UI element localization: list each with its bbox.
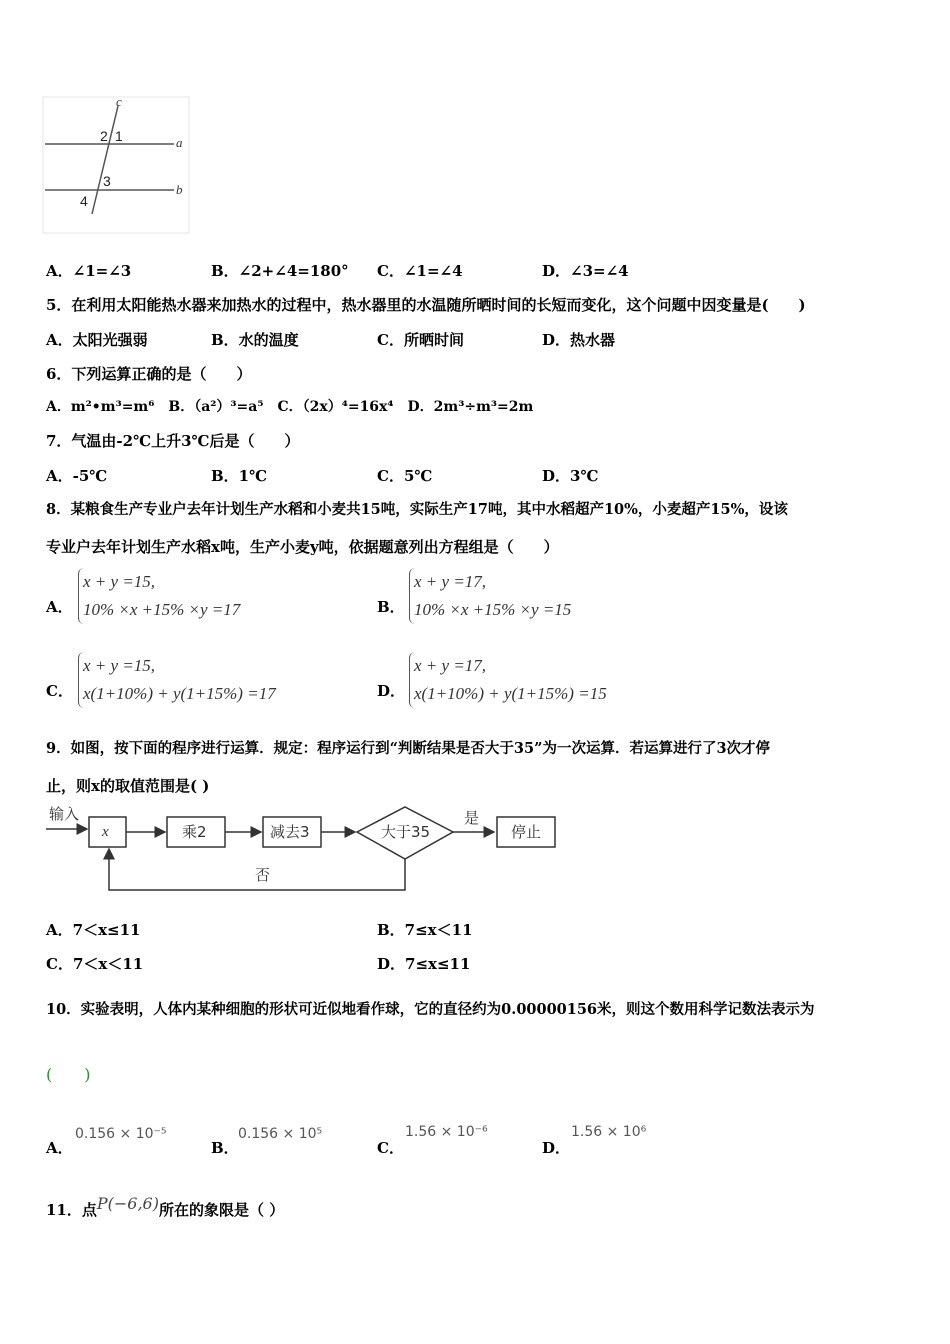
q8-option-a-label: A．: [46, 598, 73, 616]
q8-stem-line2: 专业户去年计划生产水稻x吨，生产小麦y吨，依据题意列出方程组是（ ）: [46, 538, 559, 556]
q5-option-a: A．太阳光强弱: [46, 331, 148, 349]
q5-option-c: C．所晒时间: [377, 331, 464, 349]
q7-stem: 7．气温由-2℃上升3℃后是（ ）: [46, 432, 300, 450]
q8-option-d-label: D．: [377, 682, 406, 700]
equation: 10% ×x +15% ×y =15: [414, 600, 572, 619]
q10-stem: 10．实验表明，人体内某种细胞的形状可近似地看作球，它的直径约为0.00000156米，则这个数用科学记数法表示为: [46, 1001, 815, 1018]
flow-yes-label: 是: [464, 809, 480, 827]
q7-option-c: C．5℃: [377, 467, 433, 485]
q10-option-b-label: B．: [211, 1139, 239, 1157]
q9-option-b: B．7≤x＜11: [377, 921, 473, 939]
q11-stem: [46, 1194, 285, 1220]
equation: x + y =17,: [414, 656, 487, 675]
flow-x-label: x: [102, 824, 109, 840]
q4-option-b: B．∠2+∠4=180°: [211, 262, 349, 280]
q8-option-b-label: B．: [377, 598, 405, 616]
q9-option-c: C．7＜x＜11: [46, 955, 144, 973]
flow-multiply-label: 乘2: [182, 823, 207, 841]
equation: x + y =15,: [83, 656, 156, 675]
flow-condition-label: 大于35: [381, 823, 431, 841]
q10-option-c-value: 1.56 × 10⁻⁶: [405, 1124, 488, 1140]
q9-stem-line2: 止，则x的取值范围是( ): [46, 777, 210, 795]
q4-option-d: D．∠3=∠4: [542, 262, 629, 280]
parallel-lines-figure: [42, 96, 192, 236]
q7-option-d: D．3℃: [542, 467, 599, 485]
q5-option-d: D．热水器: [542, 331, 616, 349]
q11-prefix: 11．点: [46, 1201, 97, 1219]
flow-no-label: 否: [255, 866, 271, 884]
flow-subtract-label: 减去3: [270, 823, 310, 841]
flowchart: [44, 803, 564, 895]
angle-label-1: 1: [115, 128, 123, 144]
q4-option-c: C．∠1=∠4: [377, 262, 463, 280]
q5-stem: 5．在利用太阳能热水器来加热水的过程中，热水器里的水温随所晒时间的长短而变化，这个问题中因变量是( ): [46, 296, 806, 314]
q8-stem-line1: 8．某粮食生产专业户去年计划生产水稻和小麦共15吨，实际生产17吨，其中水稻超产10%，小麦超产15%，设该: [46, 501, 788, 518]
q8-option-c-system: [78, 652, 276, 708]
q10-option-a-label: A．: [46, 1139, 73, 1157]
q9-option-a: A．7＜x≤11: [46, 921, 141, 939]
q10-option-d-label: D．: [542, 1139, 571, 1157]
equation: x + y =17,: [414, 572, 487, 591]
q6-options: A．m²•m³=m⁶ B．（a²）³=a⁵ C．（2x）⁴=16x⁴ D．2m³÷m³=2m: [46, 399, 534, 415]
q8-option-c-label: C．: [46, 682, 73, 700]
line-c: [92, 106, 118, 214]
label-b: b: [176, 182, 183, 197]
q7-option-a: A．-5℃: [46, 467, 108, 485]
q4-option-a: A．∠1=∠3: [46, 262, 132, 280]
q10-blank: ( ): [46, 1065, 91, 1084]
q8-option-a-system: [78, 568, 240, 624]
q5-option-b: B．水的温度: [211, 331, 299, 349]
q7-option-b: B．1℃: [211, 467, 268, 485]
q10-option-c-label: C．: [377, 1139, 404, 1157]
equation: x(1+10%) + y(1+15%) =17: [83, 684, 276, 703]
equation: 10% ×x +15% ×y =17: [83, 600, 241, 619]
q8-option-b-system: [409, 568, 571, 624]
equation: x + y =15,: [83, 572, 156, 591]
angle-label-3: 3: [103, 173, 111, 189]
q11-point: P(−6,6): [96, 1194, 159, 1213]
q6-stem: 6．下列运算正确的是（ ）: [46, 365, 252, 383]
equation: x(1+10%) + y(1+15%) =15: [414, 684, 607, 703]
angle-label-2: 2: [100, 128, 108, 144]
label-c: c: [116, 96, 122, 109]
q10-option-d-value: 1.56 × 10⁶: [571, 1124, 647, 1140]
q10-option-a-value: 0.156 × 10⁻⁵: [75, 1126, 167, 1142]
flow-stop-label: 停止: [511, 823, 542, 841]
label-a: a: [176, 135, 183, 150]
q10-option-b-value: 0.156 × 10⁵: [238, 1126, 323, 1142]
q9-option-d: D．7≤x≤11: [377, 955, 471, 973]
q8-option-d-system: [409, 652, 607, 708]
flow-input-label: 输入: [49, 805, 80, 823]
q9-stem-line1: 9．如图，按下面的程序进行运算．规定：程序运行到“判断结果是否大于35”为一次运算．若运算进行了3次才停: [46, 740, 771, 757]
angle-label-4: 4: [80, 193, 88, 209]
q11-suffix: 所在的象限是（ ）: [158, 1201, 285, 1219]
